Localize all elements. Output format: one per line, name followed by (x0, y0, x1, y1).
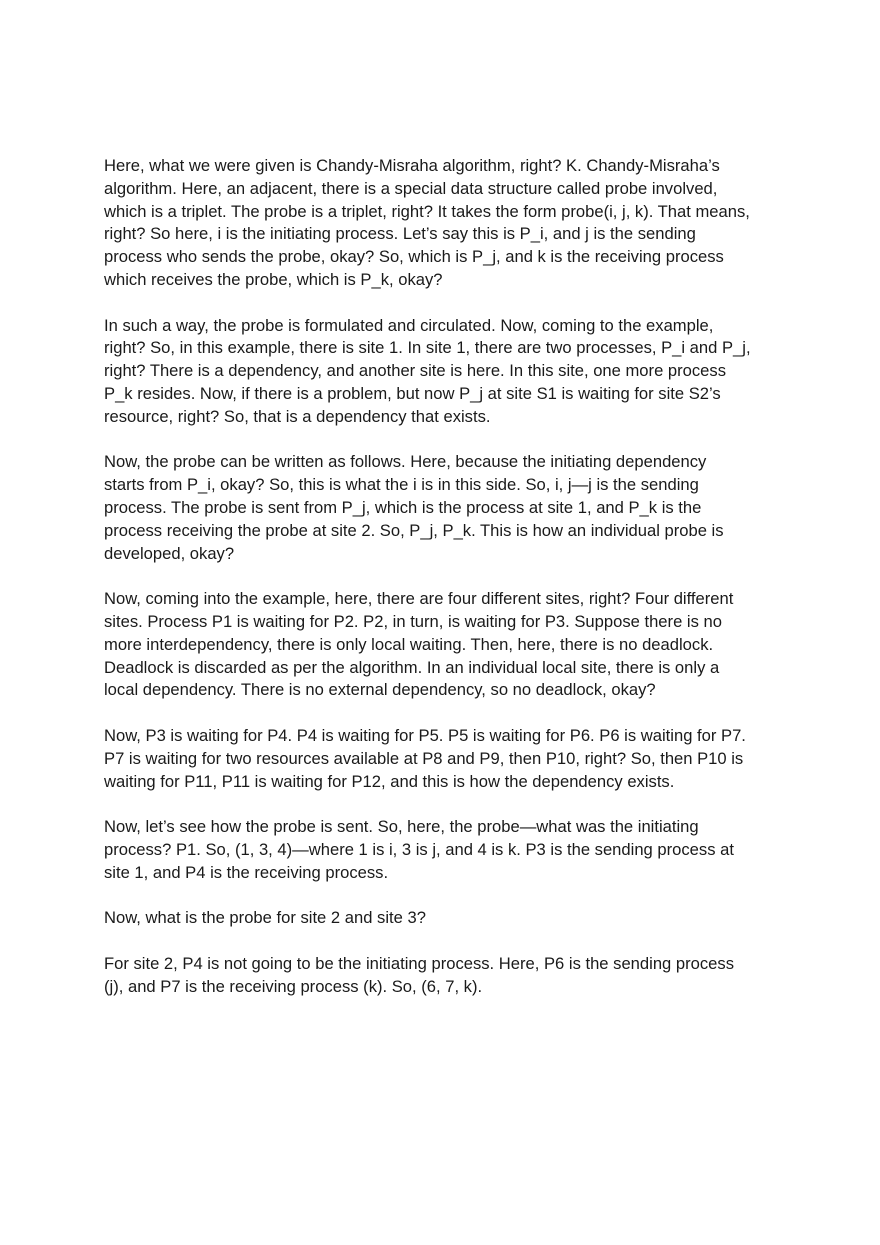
text-line: which is a triplet. The probe is a triplet, right? It takes the form probe(i, j, k). That means, (104, 201, 750, 221)
text-line: In such a way, the probe is formulated and circulated. Now, coming to the example, (104, 315, 714, 335)
document-body (104, 155, 794, 1021)
text-line: sites. Process P1 is waiting for P2. P2, in turn, is waiting for P3. Suppose there is no (104, 611, 722, 631)
text-line: local dependency. There is no external dependency, so no deadlock, okay? (104, 680, 656, 700)
text-line: process receiving the probe at site 2. So, P_j, P_k. This is how an individual probe is (104, 520, 724, 540)
text-line: developed, okay? (104, 543, 235, 563)
text-line: Now, the probe can be written as follows. Here, because the initiating dependency (104, 452, 707, 472)
paragraph-2 (104, 315, 794, 429)
text-line: P7 is waiting for two resources available at P8 and P9, then P10, right? So, then P10 is (104, 748, 744, 768)
text-line: Now, let’s see how the probe is sent. So, here, the probe—what was the initiating (104, 817, 699, 837)
text-line: right? So, in this example, there is site 1. In site 1, there are two processes, P_i and P_j, (104, 338, 751, 358)
text-line: waiting for P11, P11 is waiting for P12, and this is how the dependency exists. (104, 771, 675, 791)
text-line: Now, what is the probe for site 2 and site 3? (104, 908, 426, 928)
text-line: right? So here, i is the initiating process. Let’s say this is P_i, and j is the sending (104, 224, 696, 244)
text-line: site 1, and P4 is the receiving process. (104, 862, 389, 882)
text-line: P_k resides. Now, if there is a problem, but now P_j at site S1 is waiting for site S2’s (104, 383, 721, 403)
text-line: Now, coming into the example, here, there are four different sites, right? Four different (104, 589, 734, 609)
text-line: algorithm. Here, an adjacent, there is a special data structure called probe involved, (104, 178, 718, 198)
text-line: more interdependency, there is only local waiting. Then, here, there is no deadlock. (104, 634, 714, 654)
paragraph-5 (104, 725, 794, 793)
paragraph-8 (104, 953, 794, 999)
text-line: right? There is a dependency, and another site is here. In this site, one more process (104, 361, 727, 381)
text-line: which receives the probe, which is P_k, okay? (104, 269, 443, 289)
text-line: (j), and P7 is the receiving process (k). So, (6, 7, k). (104, 976, 483, 996)
text-line: resource, right? So, that is a dependency that exists. (104, 406, 491, 426)
paragraph-3 (104, 451, 794, 565)
text-line: For site 2, P4 is not going to be the initiating process. Here, P6 is the sending process (104, 953, 734, 973)
text-line: starts from P_i, okay? So, this is what the i is in this side. So, i, j—j is the sending (104, 475, 699, 495)
paragraph-4 (104, 588, 794, 702)
text-line: Deadlock is discarded as per the algorithm. In an individual local site, there is only a (104, 657, 720, 677)
text-line: Here, what we were given is Chandy-Misraha algorithm, right? K. Chandy-Misraha’s (104, 156, 720, 175)
text-line: process who sends the probe, okay? So, which is P_j, and k is the receiving process (104, 247, 724, 267)
text-line: process? P1. So, (1, 3, 4)—where 1 is i, 3 is j, and 4 is k. P3 is the sending process at (104, 839, 734, 859)
text-line: process. The probe is sent from P_j, which is the process at site 1, and P_k is the (104, 497, 702, 517)
paragraph-6 (104, 816, 794, 884)
paragraph-7 (104, 907, 794, 930)
text-line: Now, P3 is waiting for P4. P4 is waiting for P5. P5 is waiting for P6. P6 is waiting for P7. (104, 725, 746, 745)
paragraph-1 (104, 155, 794, 292)
